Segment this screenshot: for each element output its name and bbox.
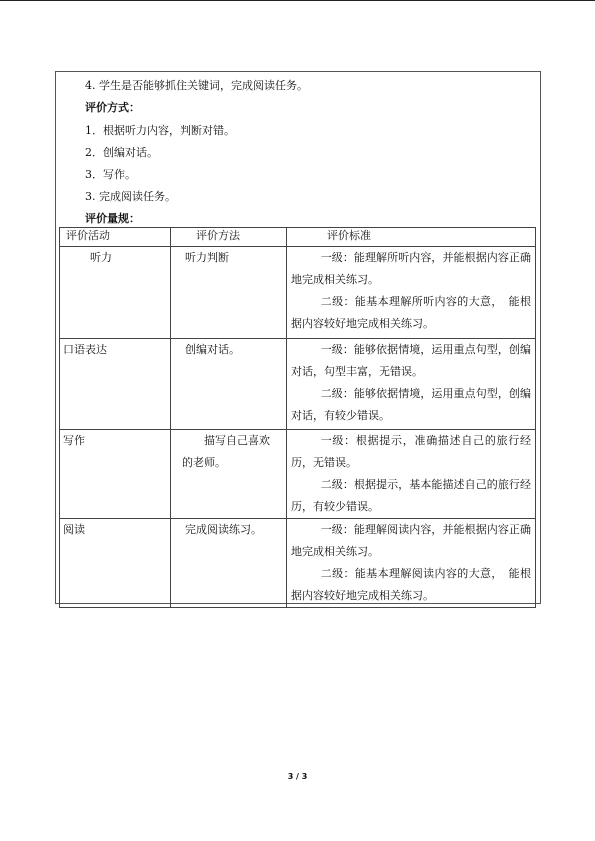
- standard-level-1: 一级：根据提示，准确描述自己的旅行经历，无错误。: [291, 434, 531, 469]
- table-row: [60, 339, 536, 430]
- standard-level-2: 二级：能基本理解阅读内容的大意， 能根据内容较好地完成相关练习。: [291, 567, 531, 602]
- method-item-2: 2．创编对话。: [85, 146, 158, 159]
- activity-cell: 写作: [60, 430, 171, 519]
- standard-cell: [287, 247, 536, 339]
- method-cell: [171, 430, 287, 519]
- activity-cell: 阅读: [60, 519, 171, 608]
- standard-cell: [287, 430, 536, 519]
- standard-level-2: 二级：能基本理解所听内容的大意， 能根据内容较好地完成相关练习。: [291, 295, 531, 330]
- page-number: 3 / 3: [287, 772, 308, 781]
- header-standard: 评价标准: [287, 228, 536, 247]
- activity-cell: 口语表达: [60, 339, 171, 430]
- method-text: 描写自己喜欢的老师。: [182, 434, 270, 469]
- table-row: [60, 519, 536, 608]
- standard-level-1: 一级：能够依据情境，运用重点句型，创编对话，句型丰富，无错误。: [291, 343, 531, 378]
- rubric-table: [59, 227, 536, 608]
- method-cell: 听力判断: [171, 247, 287, 339]
- intro-item-4: 4. 学生是否能够抓住关键词，完成阅读任务。: [85, 79, 308, 92]
- standard-level-2: 二级：根据提示，基本能描述自己的旅行经历，有较少错误。: [291, 478, 531, 513]
- standard-level-1: 一级：能理解所听内容，并能根据内容正确地完成相关练习。: [291, 251, 531, 286]
- rubric-heading: 评价量规：: [85, 212, 140, 225]
- method-cell: 完成阅读练习。: [171, 519, 287, 608]
- table-row: [60, 430, 536, 519]
- standard-level-2: 二级：能够依据情境，运用重点句型，创编对话，有较少错误。: [291, 387, 531, 422]
- header-method: 评价方法: [171, 228, 287, 247]
- table-row: [60, 247, 536, 339]
- standard-level-1: 一级：能理解阅读内容，并能根据内容正确地完成相关练习。: [291, 523, 531, 558]
- activity-cell: 听力: [60, 247, 171, 339]
- method-heading: 评价方式：: [85, 101, 140, 114]
- header-activity: 评价活动: [60, 228, 171, 247]
- method-item-3: 3．写作。: [85, 168, 136, 181]
- table-header-row: [60, 228, 536, 247]
- standard-cell: [287, 339, 536, 430]
- method-item-1: 1．根据听力内容，判断对错。: [85, 124, 235, 137]
- standard-cell: [287, 519, 536, 608]
- method-item-4: 3. 完成阅读任务。: [85, 190, 176, 203]
- method-cell: 创编对话。: [171, 339, 287, 430]
- page-top-rule: [0, 0, 595, 1]
